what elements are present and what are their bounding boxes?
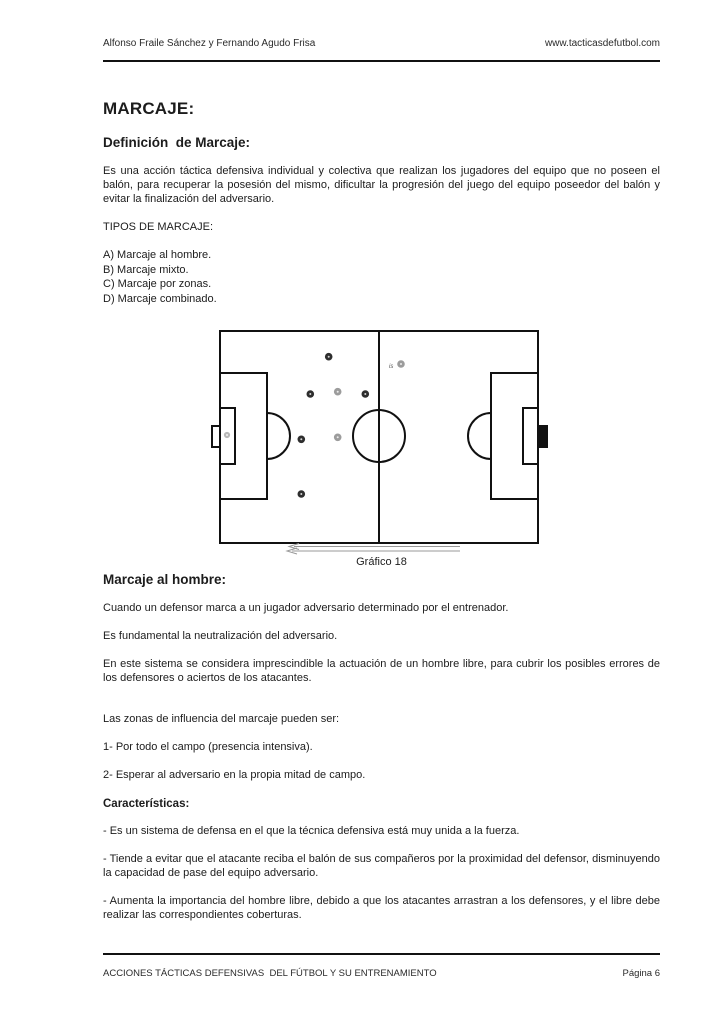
player-mark <box>226 434 228 436</box>
player-mark <box>364 393 366 395</box>
left-penalty-arc <box>267 413 290 459</box>
right-goal-area <box>523 408 538 464</box>
page-footer <box>103 953 660 979</box>
header-author: Alfonso Fraile Sánchez y Fernando Agudo Frisa <box>103 38 316 49</box>
footer-page-number: Página 6 <box>622 968 660 979</box>
pitch-players <box>223 353 404 498</box>
pitch-figure <box>103 330 660 568</box>
right-penalty-area <box>491 373 538 499</box>
types-heading: TIPOS DE MARCAJE: <box>103 221 214 233</box>
figure-caption: Gráfico 18 <box>356 556 407 569</box>
page-header <box>103 0 660 49</box>
player-mark <box>336 437 338 439</box>
player-mark <box>336 391 338 393</box>
player-mark <box>309 393 311 395</box>
footer-book-title: ACCIONES TÁCTICAS DEFENSIVAS DEL FÚTBOL Y SU ENTRENAMIENTO <box>103 968 437 979</box>
definition-paragraph: Es una acción táctica defensiva individual y colectiva que realizan los jugadores del equipo que no poseen el balón, para recuperar la posesión del mismo, dificultar la progresión del juego del equipo poseedor del balón y evitar la finalización del adversario. <box>103 165 660 205</box>
definition-heading: Definición de Marcaje: <box>103 135 251 150</box>
list-item: D) Marcaje combinado. <box>103 292 217 305</box>
header-website: www.tacticasdefutbol.com <box>544 38 660 49</box>
list-item: B) Marcaje mixto. <box>103 263 189 276</box>
pitch-diagram <box>210 330 554 555</box>
player-mark <box>300 439 302 441</box>
player-label: is <box>388 364 393 371</box>
left-goal <box>212 426 220 447</box>
header-rule <box>103 60 660 62</box>
zones-intro: Las zonas de influencia del marcaje pueden ser: <box>103 713 340 726</box>
paragraph: Cuando un defensor marca a un jugador adversario determinado por el entrenador. <box>103 602 509 615</box>
zones-item: 2- Esperar al adversario en la propia mitad de campo. <box>103 769 366 782</box>
right-goal <box>538 426 547 447</box>
list-item: A) Marcaje al hombre. <box>103 249 212 261</box>
man-marking-heading: Marcaje al hombre: <box>103 572 227 588</box>
characteristics-heading: Características: <box>103 798 190 811</box>
characteristic-item: - Tiende a evitar que el atacante reciba el balón de sus compañeros por la proximidad del defensor, disminuyendo la capacidad de pase del equipo adversario. <box>103 853 660 880</box>
player-mark <box>300 493 302 495</box>
paragraph: Es fundamental la neutralización del adversario. <box>103 630 338 643</box>
player-mark <box>400 363 402 365</box>
right-penalty-arc <box>468 413 491 459</box>
direction-arrows <box>287 544 460 555</box>
types-list <box>103 248 660 306</box>
zones-item: 1- Por todo el campo (presencia intensiva). <box>103 741 313 754</box>
characteristic-item: - Aumenta la importancia del hombre libre, debido a que los atacantes arrastran a los defensores, y el libre debe realizar las correspondientes coberturas. <box>103 895 660 922</box>
paragraph: En este sistema se considera imprescindible la actuación de un hombre libre, para cubrir los posibles errores de los defensores o aciertos de los atacantes. <box>103 658 660 685</box>
characteristic-item: - Es un sistema de defensa en el que la técnica defensiva está muy unida a la fuerza. <box>103 825 520 838</box>
list-item: C) Marcaje por zonas. <box>103 278 212 291</box>
player-mark <box>327 356 329 358</box>
page-title: MARCAJE: <box>103 99 195 118</box>
